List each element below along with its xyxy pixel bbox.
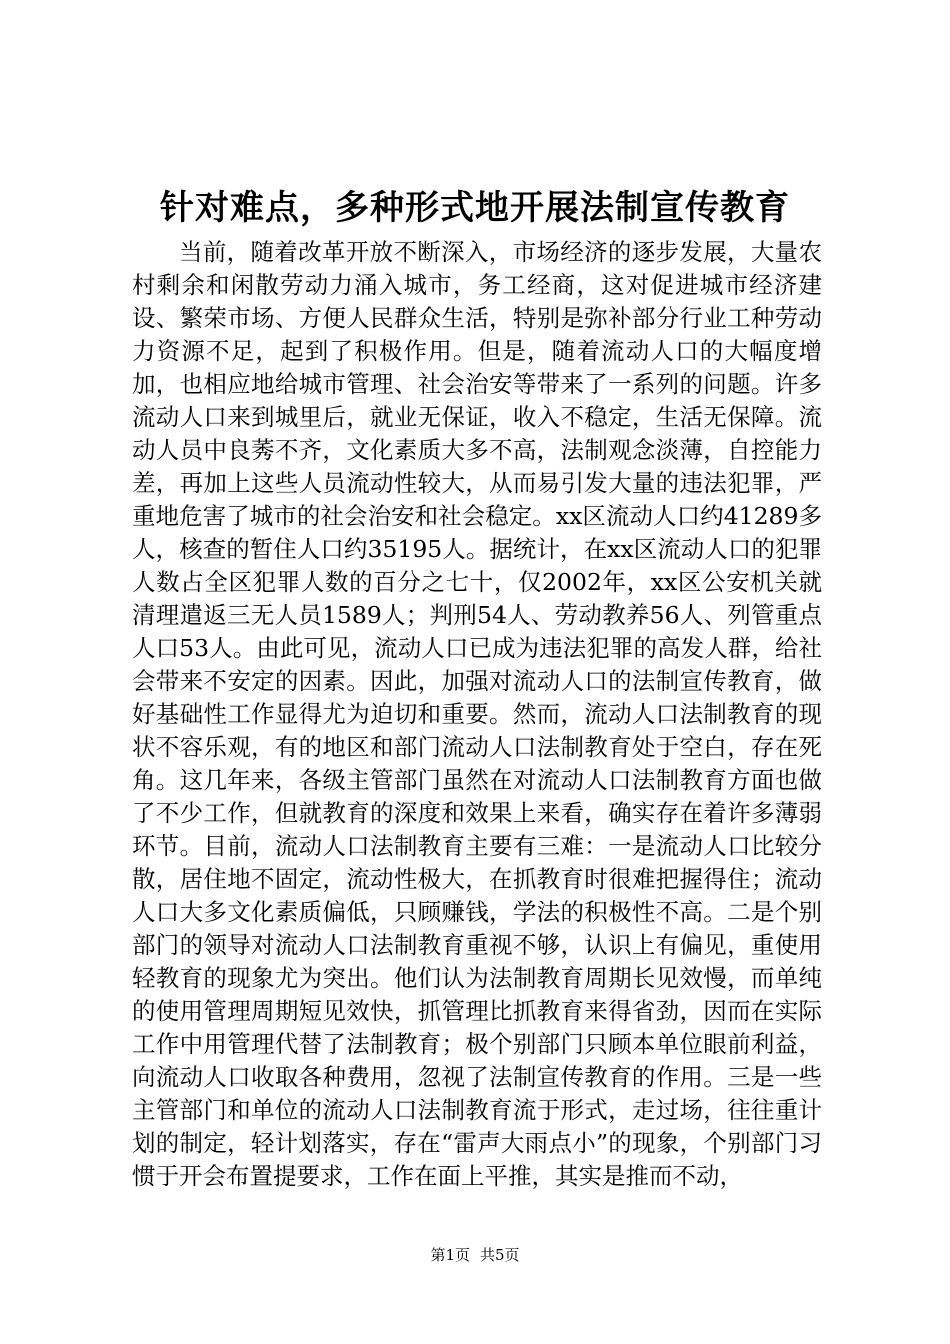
page-total: 共5页 xyxy=(480,1246,520,1264)
page-number: 第1页 xyxy=(430,1246,470,1264)
document-body-paragraph: 当前，随着改革开放不断深入，市场经济的逐步发展，大量农村剩余和闲散劳动力涌入城市，务工经商，这对促进城市经济建设、繁荣市场、方便人民群众生活，特别是弥补部分行业工种劳动力资源不足，起到了积极作用。但是，随着流动人口的大幅度增加，也相应地给城市管理、社会治安等带来了一系列的问题。许多流动人口来到城里后，就业无保证，收入不稳定，生活无保障。流动人员中良莠不齐，文化素质大多不高，法制观念淡薄，自控能力差，再加上这些人员流动性较大，从而易引发大量的违法犯罪，严重地危害了城市的社会治安和社会稳定。xx区流动人口约41289多人，核查的暂住人口约35195人。据统计，在xx区流动人口的犯罪人数占全区犯罪人数的百分之七十，仅2002年，xx区公安机关就清理遣返三无人员1589人；判刑54人、劳动教养56人、列管重点人口53人。由此可见，流动人口已成为违法犯罪的高发人群，给社会带来不安定的因素。因此，加强对流动人口的法制宣传教育，做好基础性工作显得尤为迫切和重要。然而，流动人口法制教育的现状不容乐观，有的地区和部门流动人口法制教育处于空白，存在死角。这几年来，各级主管部门虽然在对流动人口法制教育方面也做了不少工作，但就教育的深度和效果上来看，确实存在着许多薄弱环节。目前，流动人口法制教育主要有三难：一是流动人口比较分散，居住地不固定，流动性极大，在抓教育时很难把握得住；流动人口大多文化素质偏低，只顾赚钱，学法的积极性不高。二是个别部门的领导对流动人口法制教育重视不够，认识上有偏见，重使用轻教育的现象尤为突出。他们认为法制教育周期长见效慢，而单纯的使用管理周期短见效快，抓管理比抓教育来得省劲，因而在实际工作中用管理代替了法制教育；极个别部门只顾本单位眼前利益，向流动人口收取各种费用，忽视了法制宣传教育的作用。三是一些主管部门和单位的流动人口法制教育流于形式，走过场，往往重计划的制定，轻计划落实，存在“雷声大雨点小”的现象，个别部门习惯于开会布置提要求，工作在面上平推，其实是推而不动， xyxy=(132,238,822,1190)
document-title: 针对难点，多种形式地开展法制宣传教育 xyxy=(160,188,790,228)
page-footer xyxy=(0,1245,950,1265)
